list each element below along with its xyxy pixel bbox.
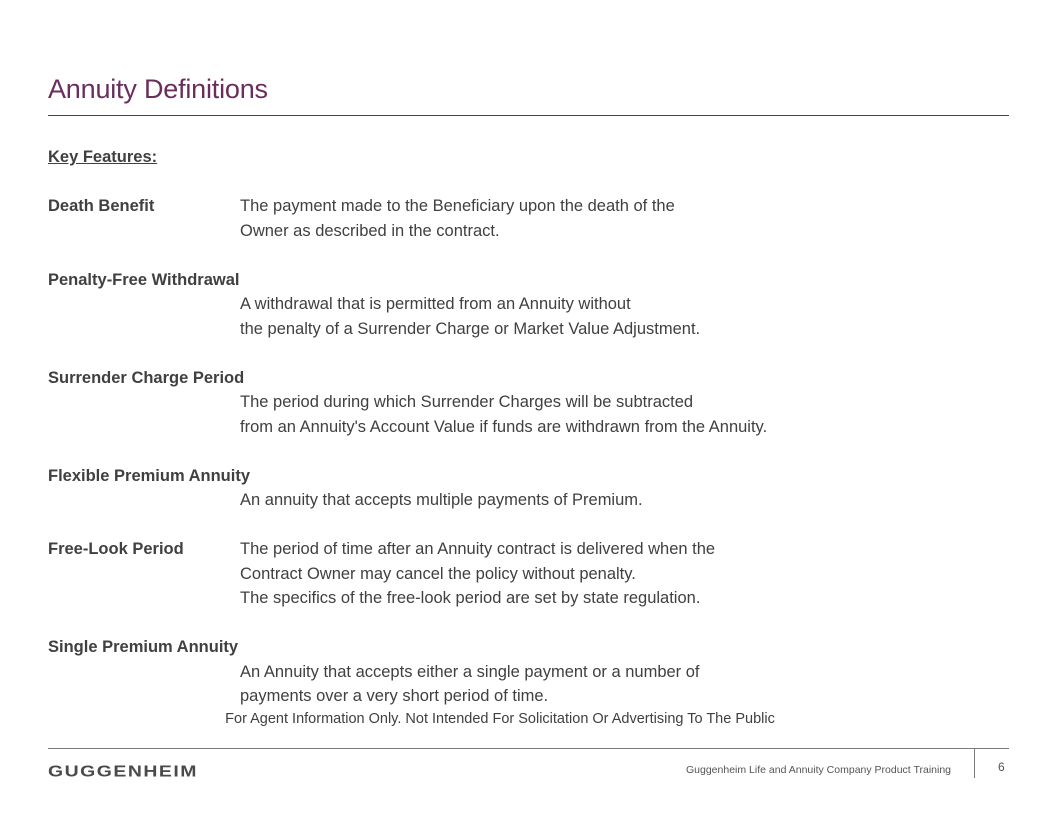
logo-wordmark: GUGGENHEIM [48,763,198,779]
definition-text: payments over a very short period of time. [240,687,549,705]
definition-text: Owner as described in the contract. [240,221,500,240]
definition-term: Single Premium Annuity [48,638,239,656]
definition-term: Death Benefit [48,197,155,215]
guggenheim-logo [48,763,200,784]
disclaimer-text: For Agent Information Only. Not Intended For Solicitation Or Advertising To The Public [225,711,775,727]
definition-text: from an Annuity's Account Value if funds are withdrawn from the Annuity. [240,417,768,436]
definition-text: The period of time after an Annuity contract is delivered when the [240,540,716,558]
footer-training-text: Guggenheim Life and Annuity Company Product Training [686,764,951,776]
definition-text: The specifics of the free-look period are set by state regulation. [240,589,701,607]
definition-text: An annuity that accepts multiple payments of Premium. [240,491,643,509]
page-number: 6 [998,760,1005,774]
definition-text: The payment made to the Beneficiary upon the death of the [240,197,675,215]
page-title: Annuity Definitions [48,74,268,104]
definition-text: The period during which Surrender Charges will be subtracted [240,393,694,411]
definition-term: Surrender Charge Period [48,368,245,387]
definition-term: Free-Look Period [48,540,184,558]
title-divider [48,115,1009,116]
definition-free-look-period [48,537,948,562]
definitions-content [48,145,948,709]
definition-term: Flexible Premium Annuity [48,466,251,485]
definition-text: the penalty of a Surrender Charge or Market Value Adjustment. [240,319,701,338]
definition-text: Contract Owner may cancel the policy without penalty. [240,564,636,583]
footer-divider [48,748,1009,749]
definition-death-benefit [48,194,948,219]
footer-vertical-divider [974,748,975,778]
definition-text: A withdrawal that is permitted from an Annuity without [240,295,631,313]
definition-term: Penalty-Free Withdrawal [48,270,240,289]
section-heading: Key Features: [48,148,158,166]
definition-text: An Annuity that accepts either a single payment or a number of [240,662,700,681]
